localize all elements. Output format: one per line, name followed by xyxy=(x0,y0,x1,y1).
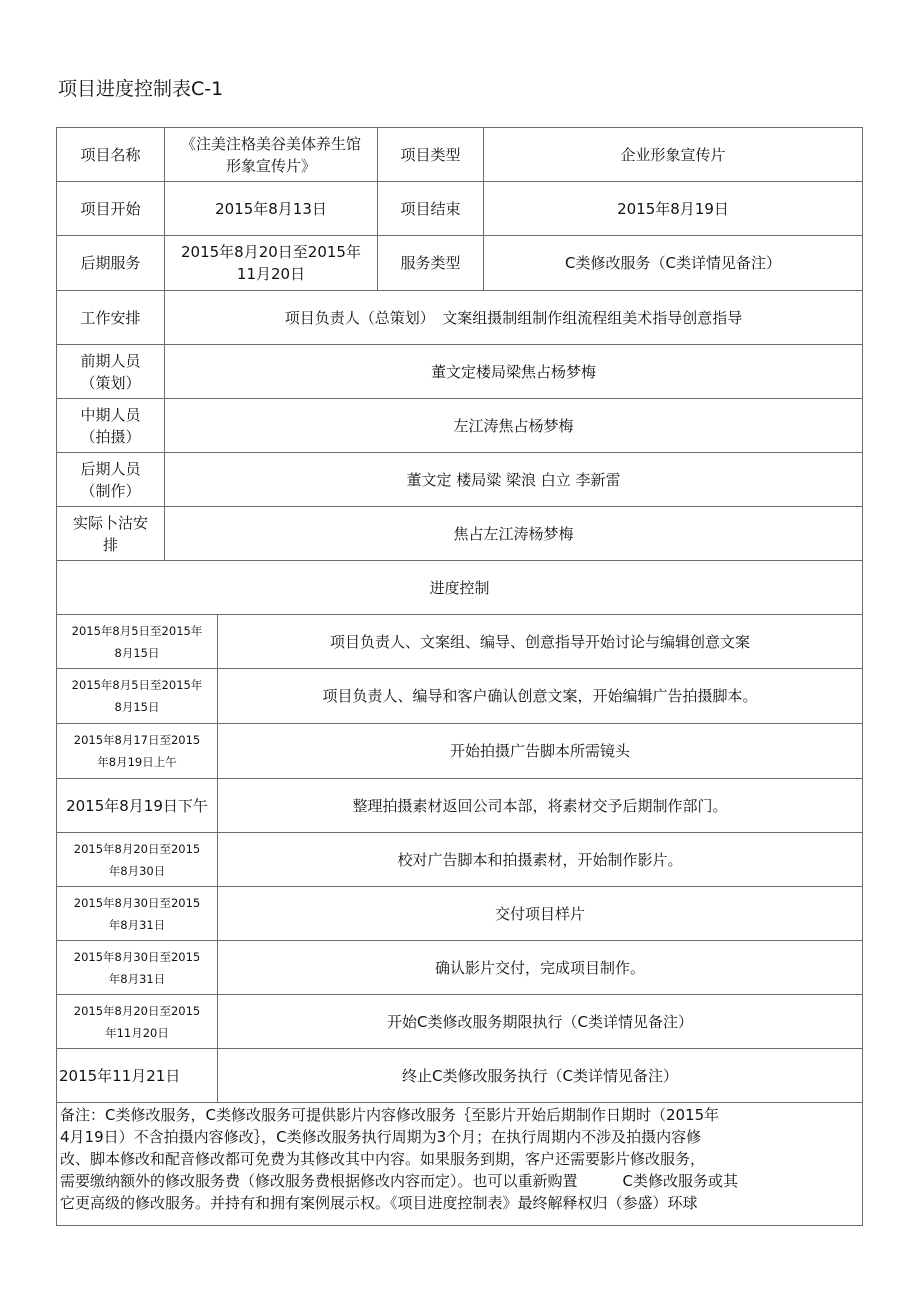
service-type-label: 服务类型 xyxy=(400,254,461,272)
progress-date: 2015年8月30日至2015年8月31日 xyxy=(73,949,201,986)
remark-block xyxy=(60,1104,860,1214)
progress-date: 2015年8月5日至2015年8月15日 xyxy=(71,623,203,660)
remark-line: 改、脚本修改和配音修改都可免费为其修改其中内容。如果服务到期，客户还需要影片修改服务， xyxy=(60,1150,706,1168)
staff-value-work: 项目负责人（总策划） 文案组摄制组制作组流程组美术指导创意指导 xyxy=(284,308,743,327)
remark-line: 它更高级的修改服务。并持有和拥有案例展示权。《项目进度控制表》最终解释权归（参盛）环球 xyxy=(60,1194,698,1212)
progress-task: 交付项目样片 xyxy=(494,904,585,923)
progress-date: 2015年11月21日 xyxy=(59,1066,181,1085)
progress-task: 确认影片交付，完成项目制作。 xyxy=(434,958,645,977)
document-title: 项目进度控制表C-1 xyxy=(58,78,224,100)
remark-line: 需要缴纳额外的修改服务费（修改服务费根据修改内容而定）。也可以重新购置 C类修改服务或其 xyxy=(60,1172,738,1190)
service-type-value: C类修改服务（C类详情见备注） xyxy=(565,254,781,272)
staff-value-post: 董文定 楼局粱 梁浪 白立 李新雷 xyxy=(406,470,621,489)
post-service-value: 2015年8月20日至2015年11月20日 xyxy=(181,243,361,283)
staff-value-actual: 焦占左江涛杨梦梅 xyxy=(453,524,574,543)
progress-task: 终止C类修改服务执行（C类详情见备注） xyxy=(402,1066,678,1085)
progress-task: 开始拍摄广告脚本所需镜头 xyxy=(449,742,630,760)
staff-label-pre: 前期人员（策划） xyxy=(80,351,141,392)
post-service-label: 后期服务 xyxy=(80,254,141,272)
remark-line: 备注：C类修改服务，C类修改服务可提供影片内容修改服务｛至影片开始后期制作日期时（2015年 xyxy=(60,1106,720,1124)
project-type-label: 项目类型 xyxy=(400,145,461,164)
progress-task: 开始C类修改服务期限执行（C类详情见备注） xyxy=(387,1012,693,1031)
progress-date: 2015年8月5日至2015年8月15日 xyxy=(71,678,203,714)
staff-label-actual: 实际卜沽安排 xyxy=(72,513,148,554)
progress-header: 进度控制 xyxy=(429,578,490,597)
staff-value-mid: 左江涛焦占杨梦梅 xyxy=(453,416,574,435)
progress-task: 整理拍摄素材返回公司本部，将素材交予后期制作部门。 xyxy=(352,796,728,815)
project-name-label: 项目名称 xyxy=(80,145,141,164)
end-label: 项目结束 xyxy=(400,199,461,218)
start-label: 项目开始 xyxy=(80,199,141,218)
progress-date: 2015年8月20日至2015年11月20日 xyxy=(73,1003,201,1040)
progress-date: 2015年8月19日下午 xyxy=(66,796,208,815)
progress-task: 项目负责人、文案组、编导、创意指导开始讨论与编辑创意文案 xyxy=(329,632,750,651)
progress-task: 校对广告脚本和拍摄素材，开始制作影片。 xyxy=(397,850,683,869)
start-value: 2015年8月13日 xyxy=(215,199,327,218)
progress-task: 项目负责人、编导和客户确认创意文案，开始编辑广告拍摄脚本。 xyxy=(322,687,758,705)
staff-label-work: 工作安排 xyxy=(80,308,141,327)
staff-label-mid: 中期人员（拍摄） xyxy=(80,405,141,446)
staff-value-pre: 董文定楼局梁焦占杨梦梅 xyxy=(430,362,596,381)
progress-date: 2015年8月20日至2015年8月30日 xyxy=(73,841,201,878)
project-name-value: 《注美注格美谷美体养生馆形象宣传片》 xyxy=(180,134,361,175)
remark-line: 4月19日）不含拍摄内容修改｝，C类修改服务执行周期为3个月；在执行周期内不涉及拍摄内容修 xyxy=(60,1128,702,1146)
progress-date: 2015年8月17日至2015年8月19日上午 xyxy=(73,733,201,769)
progress-date: 2015年8月30日至2015年8月31日 xyxy=(73,895,201,932)
project-type-value: 企业形象宣传片 xyxy=(620,145,726,164)
end-value: 2015年8月19日 xyxy=(617,199,729,218)
staff-label-post: 后期人员（制作） xyxy=(80,459,141,500)
